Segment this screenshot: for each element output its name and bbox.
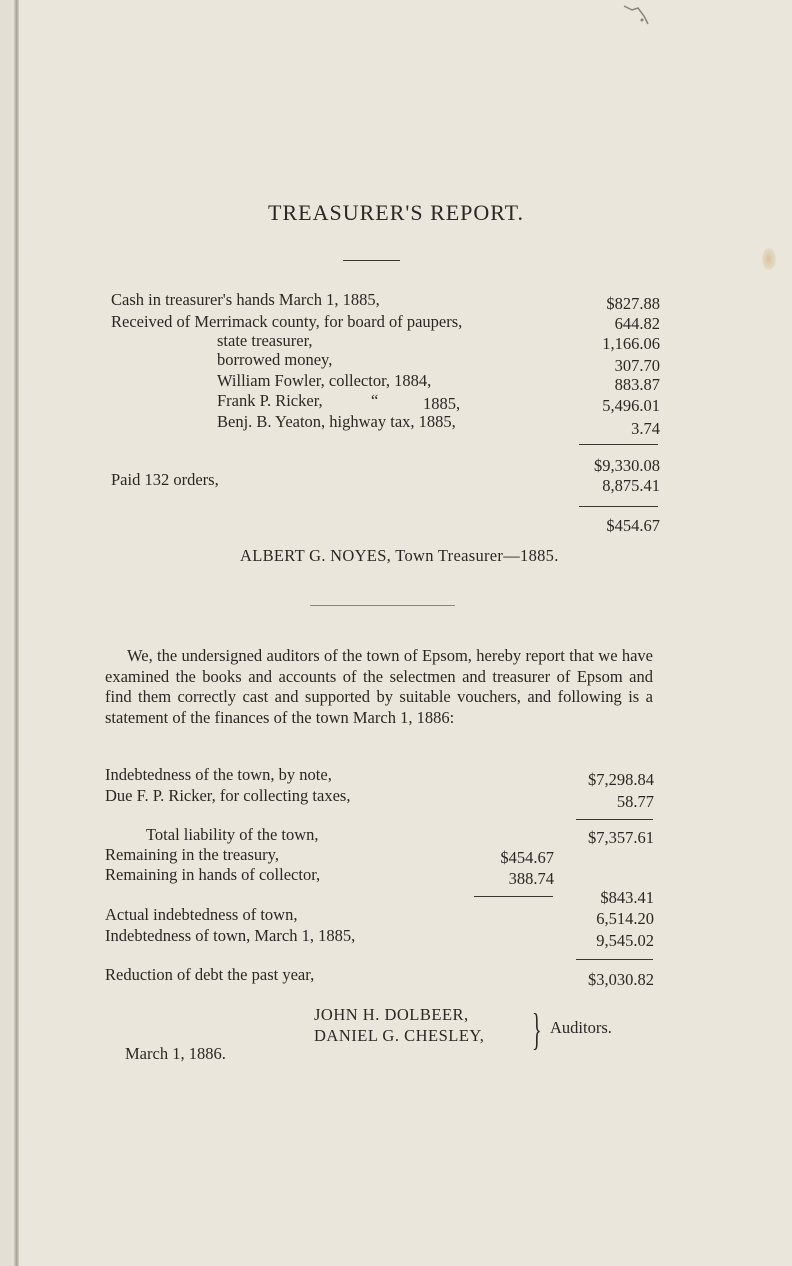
row-label: William Fowler, collector, 1884, — [217, 371, 432, 390]
auditor-name: DANIEL G. CHESLEY, — [314, 1026, 485, 1045]
paragraph-text: We, the undersigned auditors of the town of Epsom, hereby report that we have examined the books and accounts of the selectmen and treasurer of Epsom and find them correctly cast and supported by suitable vouchers, and following is a statement of the finances of the town March 1, 1886: — [105, 646, 653, 727]
corner-smudge — [622, 2, 652, 28]
page-margin-shade — [0, 0, 14, 1266]
balance-amount: $454.67 — [606, 516, 660, 535]
statement-label: Due F. P. Ricker, for collecting taxes, — [105, 786, 351, 805]
row-amount: 1,166.06 — [602, 334, 660, 353]
row-amount: 307.70 — [614, 356, 660, 375]
auditor-name: JOHN H. DOLBEER, — [314, 1005, 469, 1024]
sum-rule — [576, 819, 653, 820]
page-title: TREASURER'S REPORT. — [268, 200, 524, 225]
statement-amount: $7,357.61 — [588, 828, 654, 847]
row-label: Cash in treasurer's hands March 1, 1885, — [111, 290, 380, 309]
treasurer-signature: ALBERT G. NOYES, Town Treasurer—1885. — [240, 546, 559, 565]
row-label: borrowed money, — [217, 350, 333, 369]
statement-label: Actual indebtedness of town, — [105, 905, 298, 924]
sum-rule — [576, 959, 653, 960]
paid-amount: 8,875.41 — [602, 476, 660, 495]
statement-amount: 9,545.02 — [596, 931, 654, 950]
row-amount: $827.88 — [606, 294, 660, 313]
statement-label: Total liability of the town, — [146, 825, 319, 844]
statement-amount: 58.77 — [616, 792, 654, 811]
statement-label: Indebtedness of the town, by note, — [105, 765, 332, 784]
statement-label: Indebtedness of town, March 1, 1885, — [105, 926, 356, 945]
statement-label: Remaining in the treasury, — [105, 845, 279, 864]
ditto-mark: “ — [371, 391, 379, 410]
sum-rule — [579, 444, 658, 445]
row-amount: 883.87 — [614, 375, 660, 394]
book-spine-edge — [14, 0, 19, 1266]
row-label: Frank P. Ricker, — [217, 391, 323, 410]
auditors-paragraph — [105, 646, 653, 728]
statement-label: Reduction of debt the past year, — [105, 965, 315, 984]
title-rule — [343, 260, 400, 261]
report-date: March 1, 1886. — [125, 1044, 226, 1063]
row-label: Benj. B. Yeaton, highway tax, 1885, — [217, 412, 456, 431]
statement-amount: $7,298.84 — [588, 770, 654, 789]
statement-label: Remaining in hands of collector, — [105, 865, 321, 884]
statement-amount: 6,514.20 — [596, 909, 654, 928]
statement-amount: $454.67 — [500, 848, 554, 867]
row-label: state treasurer, — [217, 331, 313, 350]
remaining-sum: $843.41 — [600, 888, 654, 907]
row-amount: 5,496.01 — [602, 396, 660, 415]
row-year: 1885, — [423, 394, 461, 413]
paper-stain — [762, 248, 776, 270]
total-amount: $9,330.08 — [594, 456, 660, 475]
row-label: Received of Merrimack county, for board of paupers, — [111, 312, 463, 331]
row-amount: 3.74 — [631, 419, 660, 438]
sum-rule — [474, 896, 553, 897]
brace-icon: } — [532, 1005, 542, 1054]
statement-amount: 388.74 — [508, 869, 554, 888]
statement-amount: $3,030.82 — [588, 970, 654, 989]
row-amount: 644.82 — [614, 314, 660, 333]
paid-label: Paid 132 orders, — [111, 470, 219, 489]
auditors-role: Auditors. — [550, 1018, 612, 1037]
sum-rule — [579, 506, 658, 507]
section-divider — [310, 605, 455, 606]
